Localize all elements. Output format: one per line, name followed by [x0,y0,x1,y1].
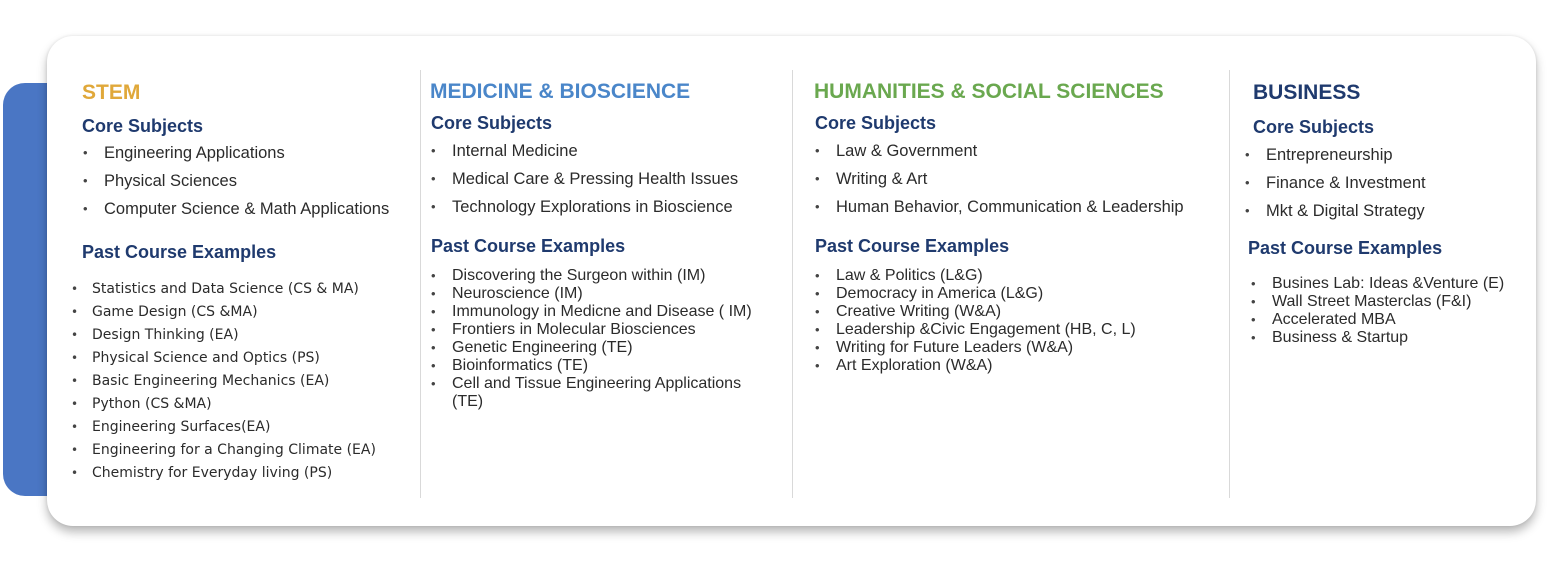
column-divider [1229,70,1230,498]
list-item: • Physical Science and Optics (PS) [69,347,376,370]
core-subjects-heading: Core Subjects [1253,117,1375,137]
past-courses-heading: Past Course Examples [431,236,626,256]
list-item: • Accelerated MBA [1249,311,1504,329]
core-subjects-heading: Core Subjects [815,113,937,133]
list-item: • Python (CS &MA) [69,393,376,416]
list-item: • Computer Science & Math Applications [81,195,389,223]
column-title: MEDICINE & BIOSCIENCE [430,80,691,103]
list-item: • Frontiers in Molecular Biosciences [429,321,799,339]
past-courses-heading: Past Course Examples [82,242,277,262]
column-divider [420,70,421,498]
past-courses-list [69,278,376,485]
core-subjects-heading: Core Subjects [431,113,553,133]
list-item: • Engineering Surfaces(EA) [69,416,376,439]
list-item: • Democracy in America (L&G) [813,285,1136,303]
program-card [47,36,1536,526]
past-courses-list [429,267,799,411]
core-subjects-list [1243,141,1426,225]
list-item: • Busines Lab: Ideas &Venture (E) [1249,275,1504,293]
list-item: • Mkt & Digital Strategy [1243,197,1426,225]
list-item: • Engineering for a Changing Climate (EA) [69,439,376,462]
list-item: • Basic Engineering Mechanics (EA) [69,370,376,393]
past-courses-list [813,267,1136,375]
core-subjects-list [81,139,389,223]
list-item: • Human Behavior, Communication & Leadership [813,193,1184,221]
list-item: • Law & Government [813,137,1184,165]
list-item: • Wall Street Masterclas (F&I) [1249,293,1504,311]
column-title: STEM [82,81,141,104]
list-item: • Medical Care & Pressing Health Issues [429,165,738,193]
list-item: • Immunology in Medicne and Disease ( IM) [429,303,799,321]
list-item: • Art Exploration (W&A) [813,357,1136,375]
past-courses-heading: Past Course Examples [1248,238,1443,258]
list-item: • Business & Startup [1249,329,1504,347]
column-title: BUSINESS [1253,81,1361,104]
past-courses-heading: Past Course Examples [815,236,1010,256]
list-item: • Cell and Tissue Engineering Applications (TE) [429,375,772,411]
list-item: • Finance & Investment [1243,169,1426,197]
list-item: • Internal Medicine [429,137,738,165]
list-item: • Neuroscience (IM) [429,285,799,303]
list-item: • Physical Sciences [81,167,389,195]
list-item: • Creative Writing (W&A) [813,303,1136,321]
list-item: • Technology Explorations in Bioscience [429,193,738,221]
list-item: • Chemistry for Everyday living (PS) [69,462,376,485]
list-item: • Engineering Applications [81,139,389,167]
list-item: • Leadership &Civic Engagement (HB, C, L) [813,321,1136,339]
core-subjects-heading: Core Subjects [82,116,204,136]
list-item: • Game Design (CS &MA) [69,301,376,324]
core-subjects-list [429,137,738,221]
list-item: • Writing & Art [813,165,1184,193]
list-item: • Law & Politics (L&G) [813,267,1136,285]
core-subjects-list [813,137,1184,221]
list-item: • Bioinformatics (TE) [429,357,799,375]
list-item: • Genetic Engineering (TE) [429,339,799,357]
list-item: • Discovering the Surgeon within (IM) [429,267,799,285]
column-title: HUMANITIES & SOCIAL SCIENCES [814,80,1164,103]
list-item: • Writing for Future Leaders (W&A) [813,339,1136,357]
list-item: • Design Thinking (EA) [69,324,376,347]
past-courses-list [1249,275,1504,347]
list-item: • Statistics and Data Science (CS & MA) [69,278,376,301]
list-item: • Entrepreneurship [1243,141,1426,169]
